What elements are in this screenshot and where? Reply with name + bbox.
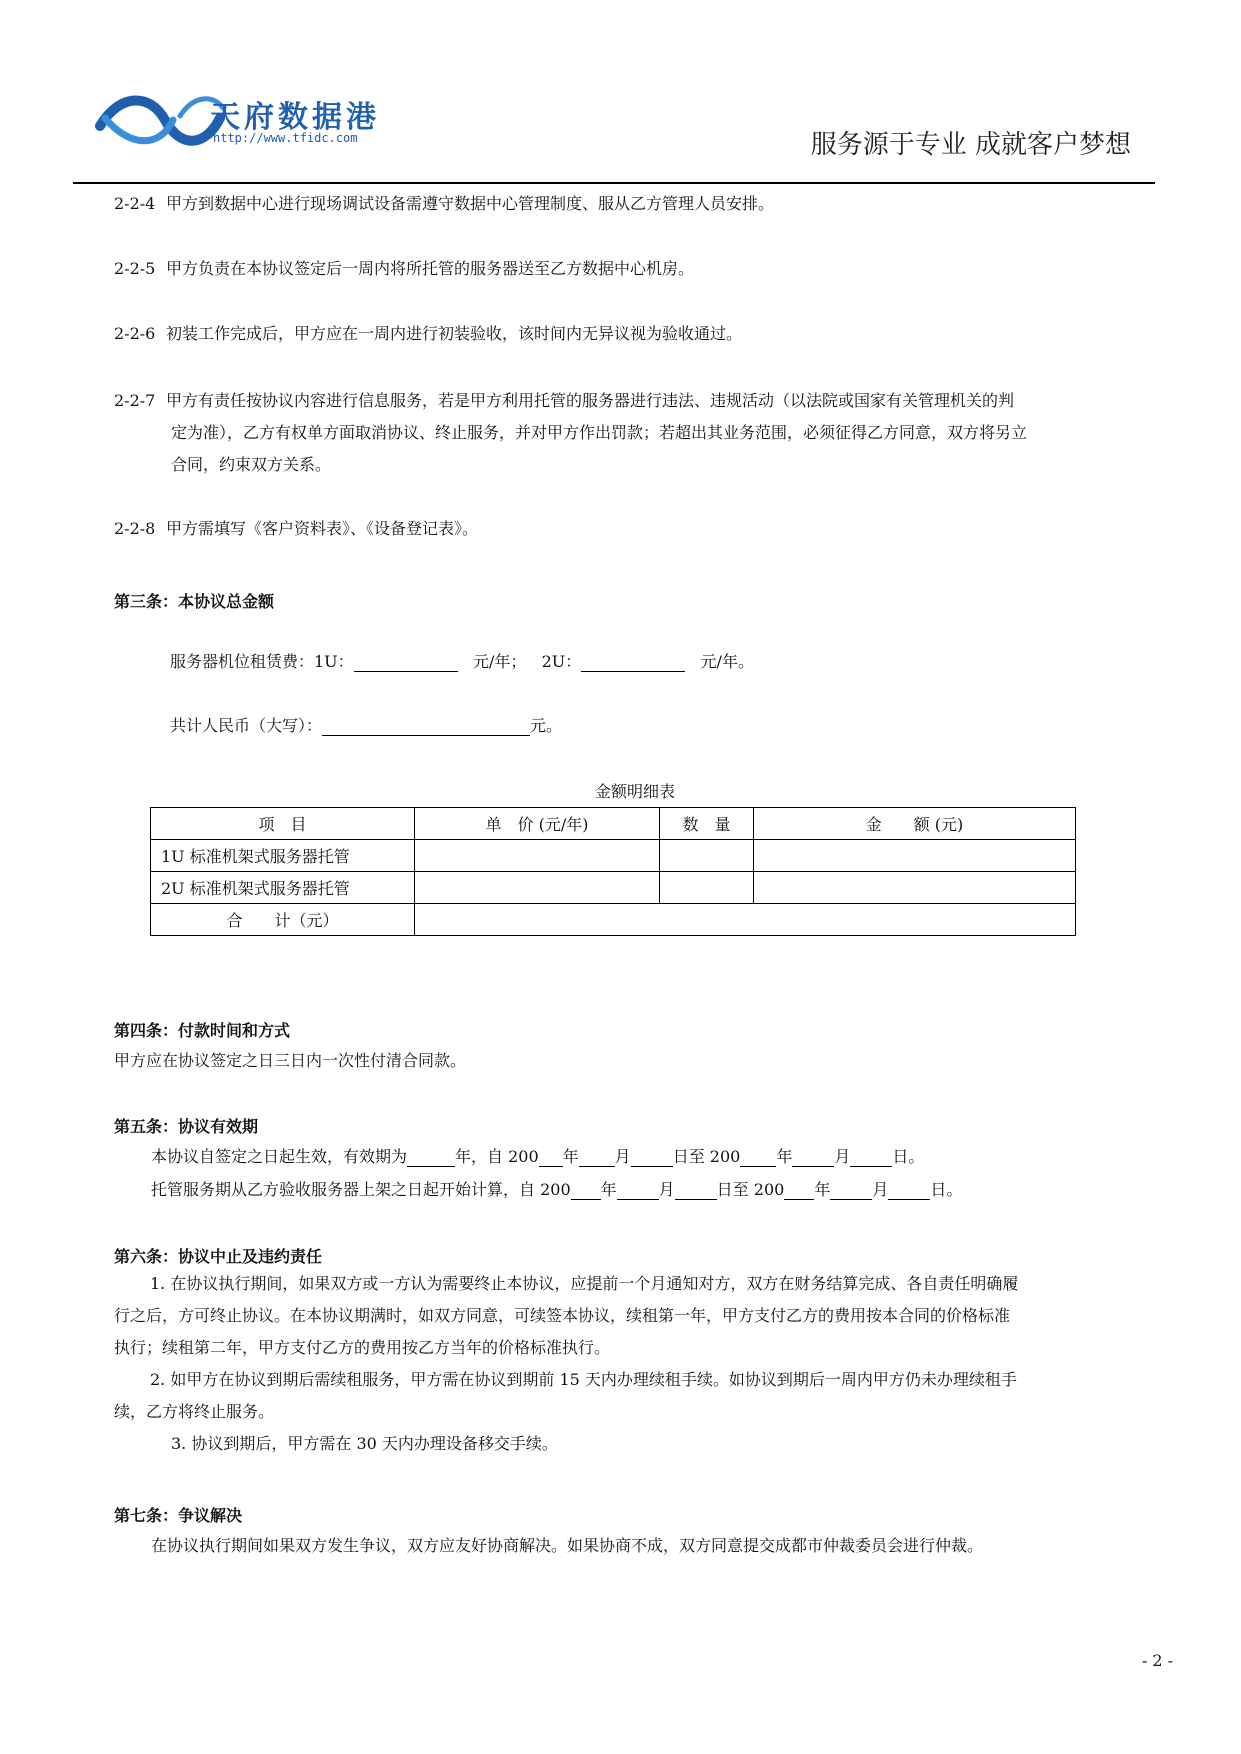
item-2-line: 续，乙方将终止服务。 [114, 1402, 275, 1421]
validity-text: 本协议自签定之日起生效，有效期为 [151, 1147, 408, 1166]
page-number: - 2 - [1141, 1651, 1173, 1670]
table-total-row [151, 904, 1076, 936]
service-start-year-field[interactable] [571, 1181, 601, 1200]
total-unit: 元。 [530, 716, 563, 735]
service-start-day-field[interactable] [675, 1181, 717, 1200]
clause-number: 2-2-7 [114, 391, 156, 410]
service-end-day-field[interactable] [888, 1181, 930, 1200]
clause-text: 甲方到数据中心进行现场调试设备需遵守数据中心管理制度、服从乙方管理人员安排。 [166, 194, 775, 213]
clause-2-2-4 [114, 193, 774, 214]
clause-number: 2-2-4 [114, 194, 156, 213]
service-period-text: 年 [814, 1180, 831, 1199]
rent-label: 服务器机位租赁费：1U： [170, 652, 354, 671]
row-item: 1U 标准机架式服务器托管 [151, 840, 415, 872]
header-slogan: 服务源于专业 成就客户梦想 [810, 130, 1131, 160]
service-end-month-field[interactable] [830, 1181, 872, 1200]
row-quantity[interactable] [660, 872, 754, 904]
rent-line [170, 651, 754, 672]
total-line [170, 715, 562, 736]
header-amount: 金 额 (元) [754, 808, 1076, 840]
row-amount[interactable] [754, 872, 1076, 904]
start-month-field[interactable] [579, 1148, 615, 1167]
service-period-text: 日。 [930, 1180, 963, 1199]
header-unit-price: 单 价 (元/年) [415, 808, 660, 840]
article-7-heading: 第七条：争议解决 [114, 1506, 243, 1525]
clause-text-line: 合同，约束双方关系。 [171, 455, 332, 474]
table-row [151, 840, 1076, 872]
clause-2-2-8 [114, 518, 478, 539]
validity-text: 日至 200 [672, 1147, 741, 1166]
total-row-value[interactable] [415, 904, 1076, 936]
header-divider [73, 182, 1155, 184]
company-name: 天府数据港 [210, 100, 380, 135]
rent-2u-unit: 元/年。 [700, 652, 754, 671]
table-row [151, 872, 1076, 904]
article-4-text: 甲方应在协议签定之日三日内一次性付清合同款。 [114, 1051, 467, 1070]
start-day-field[interactable] [631, 1148, 673, 1167]
clause-text-line: 定为准），乙方有权单方面取消协议、终止服务，并对甲方作出罚款；若超出其业务范围，必须征得乙方同意，双方将另立 [171, 423, 1028, 442]
validity-text: 年，自 200 [455, 1147, 539, 1166]
validity-line [151, 1146, 924, 1167]
table-header-row [151, 808, 1076, 840]
validity-text: 月 [834, 1147, 851, 1166]
clause-2-2-7 [114, 385, 1027, 481]
service-period-text: 月 [658, 1180, 675, 1199]
row-amount[interactable] [754, 840, 1076, 872]
amount-detail-table [150, 807, 1076, 936]
header-quantity: 数 量 [660, 808, 754, 840]
validity-text: 年 [776, 1147, 793, 1166]
rent-2u-label: 2U： [541, 652, 582, 671]
clause-text-line: 甲方有责任按协议内容进行信息服务，若是甲方利用托管的服务器进行违法、违规活动（以法院或国家有关管理机关的判 [166, 391, 1015, 410]
service-period-text: 月 [872, 1180, 889, 1199]
clause-number: 2-2-8 [114, 519, 156, 538]
rent-2u-field[interactable] [581, 653, 685, 672]
item-1-line: 1. 在协议执行期间，如果双方或一方认为需要终止本协议，应提前一个月通知对方，双方在财务结算完成、各自责任明确履 [150, 1274, 1019, 1293]
item-2-line: 2. 如甲方在协议到期后需续租服务，甲方需在协议到期前 15 天内办理续租手续。如协议到期后一周内甲方仍未办理续租手 [150, 1370, 1017, 1389]
item-3-line: 3. 协议到期后，甲方需在 30 天内办理设备移交手续。 [171, 1434, 558, 1453]
clause-number: 2-2-6 [114, 324, 156, 343]
total-row-label: 合 计（元） [151, 904, 415, 936]
row-quantity[interactable] [660, 840, 754, 872]
article-7-text: 在协议执行期间如果双方发生争议，双方应友好协商解决。如果协商不成，双方同意提交成都市仲裁委员会进行仲裁。 [151, 1536, 984, 1555]
validity-text: 月 [614, 1147, 631, 1166]
total-label: 共计人民币（大写）： [170, 716, 323, 735]
start-year-field[interactable] [539, 1148, 563, 1167]
clause-number: 2-2-5 [114, 259, 156, 278]
item-1-line: 执行；续租第二年，甲方支付乙方的费用按乙方当年的价格标准执行。 [114, 1338, 611, 1357]
end-year-field[interactable] [740, 1148, 776, 1167]
row-unit-price[interactable] [415, 840, 660, 872]
validity-years-field[interactable] [407, 1148, 455, 1167]
table-caption: 金额明细表 [595, 782, 676, 801]
service-end-year-field[interactable] [784, 1181, 814, 1200]
clause-text: 甲方需填写《客户资料表》、《设备登记表》。 [166, 519, 479, 538]
company-url: http://www.tfidc.com [213, 131, 358, 145]
clause-2-2-6 [114, 323, 742, 344]
rent-1u-field[interactable] [354, 653, 458, 672]
service-period-line [151, 1179, 962, 1200]
rent-1u-unit: 元/年； [472, 652, 527, 671]
service-period-text: 托管服务期从乙方验收服务器上架之日起开始计算，自 200 [151, 1180, 571, 1199]
clause-text: 甲方负责在本协议签定后一周内将所托管的服务器送至乙方数据中心机房。 [166, 259, 695, 278]
service-period-text: 年 [600, 1180, 617, 1199]
article-6-body [114, 1268, 1018, 1460]
end-month-field[interactable] [792, 1148, 834, 1167]
row-unit-price[interactable] [415, 872, 660, 904]
article-3-heading: 第三条：本协议总金额 [114, 592, 275, 611]
article-6-heading: 第六条：协议中止及违约责任 [114, 1247, 323, 1266]
article-5-heading: 第五条：协议有效期 [114, 1117, 259, 1136]
service-start-month-field[interactable] [617, 1181, 659, 1200]
clause-2-2-5 [114, 258, 694, 279]
service-period-text: 日至 200 [716, 1180, 785, 1199]
item-1-line: 行之后，方可终止协议。在本协议期满时，如双方同意，可续签本协议，续租第一年，甲方支付乙方的费用按本合同的价格标准 [114, 1306, 1011, 1325]
article-4-heading: 第四条：付款时间和方式 [114, 1021, 291, 1040]
validity-text: 日。 [892, 1147, 925, 1166]
end-day-field[interactable] [850, 1148, 892, 1167]
row-item: 2U 标准机架式服务器托管 [151, 872, 415, 904]
total-amount-field[interactable] [322, 717, 530, 736]
validity-text: 年 [562, 1147, 579, 1166]
header-item: 项 目 [151, 808, 415, 840]
clause-text: 初装工作完成后，甲方应在一周内进行初装验收，该时间内无异议视为验收通过。 [166, 324, 743, 343]
